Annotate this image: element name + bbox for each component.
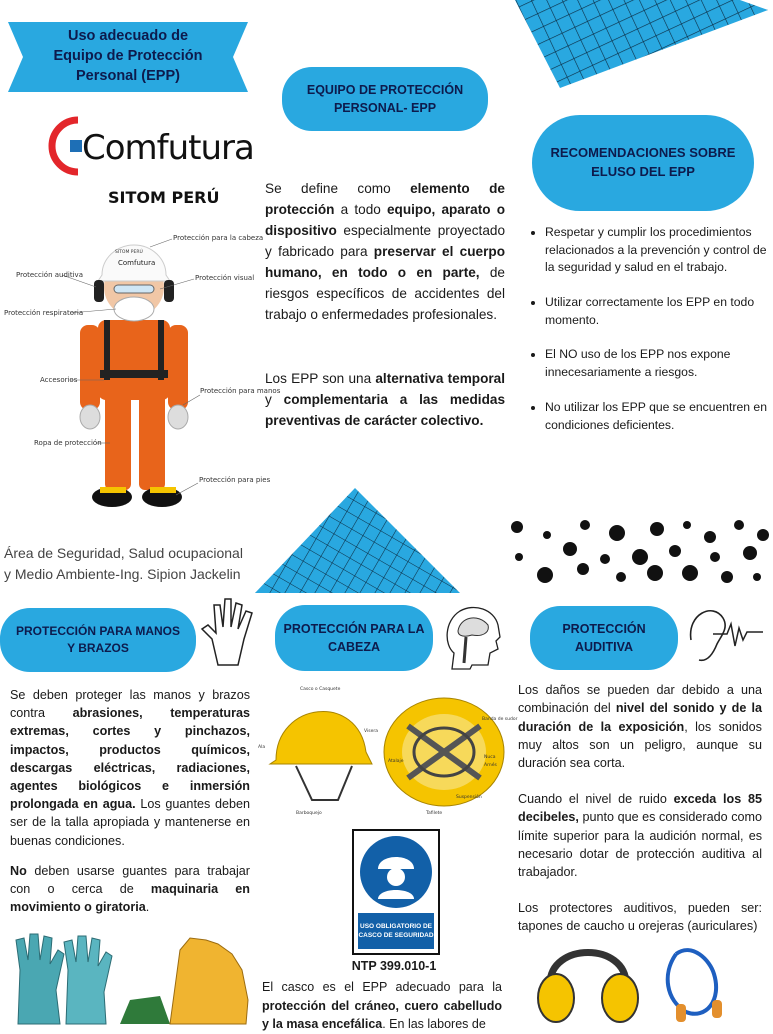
recommendations-pill-line-2: ELUSO DEL EPP bbox=[591, 164, 695, 179]
recommendations-pill bbox=[532, 115, 754, 211]
credit-text bbox=[4, 543, 260, 585]
label-respiratory: Protección respiratoria bbox=[4, 309, 84, 317]
hearing-paragraph-1: Los daños se pueden dar debido a una combinación del nivel del sonido y de la duración de la exposición, los sonidos muy altos son un peligro, aunque su duración sea corta. bbox=[518, 683, 762, 771]
hand-icon bbox=[198, 595, 258, 670]
label-clothing: Ropa de protección bbox=[34, 439, 102, 447]
blue-grid-decoration-top bbox=[500, 0, 768, 90]
helmet-brand: Comfutura bbox=[118, 259, 156, 267]
helmet-person-icon bbox=[372, 847, 420, 899]
epp-pill-line-2: PERSONAL- EPP bbox=[333, 101, 437, 115]
ear-soundwave-icon bbox=[683, 600, 765, 670]
title-line-2: Equipo de Protección bbox=[53, 48, 203, 64]
title-line-3: Personal (EPP) bbox=[76, 68, 180, 84]
helmet-label-tafilete: Tafilete bbox=[426, 811, 443, 816]
head-paragraph: El casco es el EPP adecuado para la protección del cráneo, cuero cabelludo y la masa encefálica. En las labores de bbox=[262, 980, 502, 1031]
label-head: Protección para la cabeza bbox=[173, 234, 264, 242]
label-hands: Protección para manos bbox=[200, 387, 281, 395]
hands-paragraph-2: No deben usarse guantes para trabajar con o cerca de maquinaria en movimiento o giratoria. bbox=[10, 864, 251, 915]
sign-text: USO OBLIGATORIO DE CASCO DE SEGURIDAD bbox=[358, 913, 434, 949]
helmet-label-nuca: Nuca bbox=[484, 755, 496, 760]
recommendations-pill-line-1: RECOMENDACIONES SOBRE bbox=[550, 145, 736, 161]
dots-decoration bbox=[505, 515, 768, 590]
logo-mark-icon bbox=[48, 118, 84, 174]
label-accessories: Accesorios bbox=[40, 376, 78, 384]
list-item: • No utilizar los EPP que se encuentren en condiciones deficientes. bbox=[545, 399, 773, 434]
list-item: • El NO uso de los EPP nos expone innecesariamente a riesgos. bbox=[545, 346, 773, 381]
company-logo bbox=[48, 112, 254, 212]
helmet-label-banda-sudor: Banda de sudor bbox=[482, 717, 518, 722]
title-line-1: Uso adecuado de bbox=[67, 28, 189, 44]
hands-section-pill bbox=[0, 608, 196, 672]
list-item: • Utilizar correctamente los EPP en todo momento. bbox=[545, 294, 773, 329]
hearing-protectors-illustration bbox=[536, 934, 764, 1024]
credit-line-2: y Medio Ambiente-Ing. Sipion Jackelin bbox=[4, 566, 241, 582]
helmet-label-ala: Ala bbox=[258, 745, 266, 750]
helmet-label-atalaje: Atalaje bbox=[388, 759, 404, 764]
hearing-section-pill bbox=[530, 606, 678, 670]
helmet-label-visera: Visera bbox=[364, 729, 378, 734]
helmet-label-suspension: Suspensión bbox=[456, 795, 482, 800]
helmet-label-arnes: Arnés bbox=[484, 763, 497, 768]
recommendations-list bbox=[527, 224, 773, 451]
list-item: • Respetar y cumplir los procedimientos relacionados a la prevención y control de la seguridad y salud en el trabajo. bbox=[545, 224, 773, 277]
epp-definition-pill bbox=[282, 67, 488, 131]
hearing-pill-line-1: PROTECCIÓN bbox=[562, 621, 646, 636]
label-visual: Protección visual bbox=[195, 274, 255, 282]
ntp-code: NTP 399.010-1 bbox=[351, 959, 437, 973]
head-pill-line-2: CABEZA bbox=[327, 640, 381, 654]
epp-definition-paragraph: Se define como elemento de protección a todo equipo, aparato o dispositivo especialmente proyectado y fabricado para preservar el cuerpo humano, en todo o en parte, de riesgos específicos de accidentes del trabajo o enfermedades profesionales. bbox=[265, 181, 506, 322]
helmet-text: SITOM PERÚ bbox=[115, 250, 143, 255]
helmet-diagram bbox=[258, 682, 516, 818]
mandatory-helmet-sign bbox=[352, 829, 440, 955]
worker-epp-figure bbox=[0, 225, 281, 520]
epp-pill-line-1: EQUIPO DE PROTECCIÓN bbox=[306, 82, 464, 97]
epp-complementary-paragraph: Los EPP son una alternativa temporal y complementaria a las medidas preventivas de carácter colectivo. bbox=[265, 371, 506, 428]
helmet-label-shell: Casco o Casquete bbox=[300, 687, 341, 692]
gloves-illustration bbox=[10, 930, 255, 1024]
hearing-pill-line-2: AUDITIVA bbox=[574, 640, 634, 654]
head-section-pill bbox=[275, 605, 433, 671]
blue-grid-triangle-decoration bbox=[255, 488, 460, 593]
head-pill-line-1: PROTECCIÓN PARA LA bbox=[283, 621, 425, 636]
logo-subtitle: SITOM PERÚ bbox=[108, 188, 220, 207]
hands-paragraph-1: Se deben proteger las manos y brazos contra abrasiones, temperaturas extremas, cortes y pinchazos, impactos, productos químicos, descargas eléctricas, radiaciones, agentes biológicos e inmersión prolongada en agua. Los guantes deben ser de la talla apropiada y mantenerse en buenas condiciones. bbox=[10, 688, 251, 848]
credit-line-1: Área de Seguridad, Salud ocupacional bbox=[4, 545, 243, 561]
title-banner bbox=[8, 22, 248, 92]
hands-pill-line-2: Y BRAZOS bbox=[67, 641, 129, 655]
head-brain-icon bbox=[442, 603, 504, 671]
logo-brand: Comfutura bbox=[82, 128, 254, 168]
hearing-paragraph-2: Cuando el nivel de ruido exceda los 85 decibeles, punto que es considerado como límite superior para la audición normal, es necesario dotar de protección auditiva al trabajador. bbox=[518, 792, 762, 880]
hands-pill-line-1: PROTECCIÓN PARA MANOS bbox=[15, 623, 180, 638]
label-hearing: Protección auditiva bbox=[16, 271, 83, 279]
label-feet: Protección para pies bbox=[199, 476, 271, 484]
hearing-paragraph-3: Los protectores auditivos, pueden ser: tapones de caucho u orejeras (auriculares) bbox=[518, 901, 762, 934]
helmet-label-barboquejo: Barboquejo bbox=[296, 811, 322, 816]
